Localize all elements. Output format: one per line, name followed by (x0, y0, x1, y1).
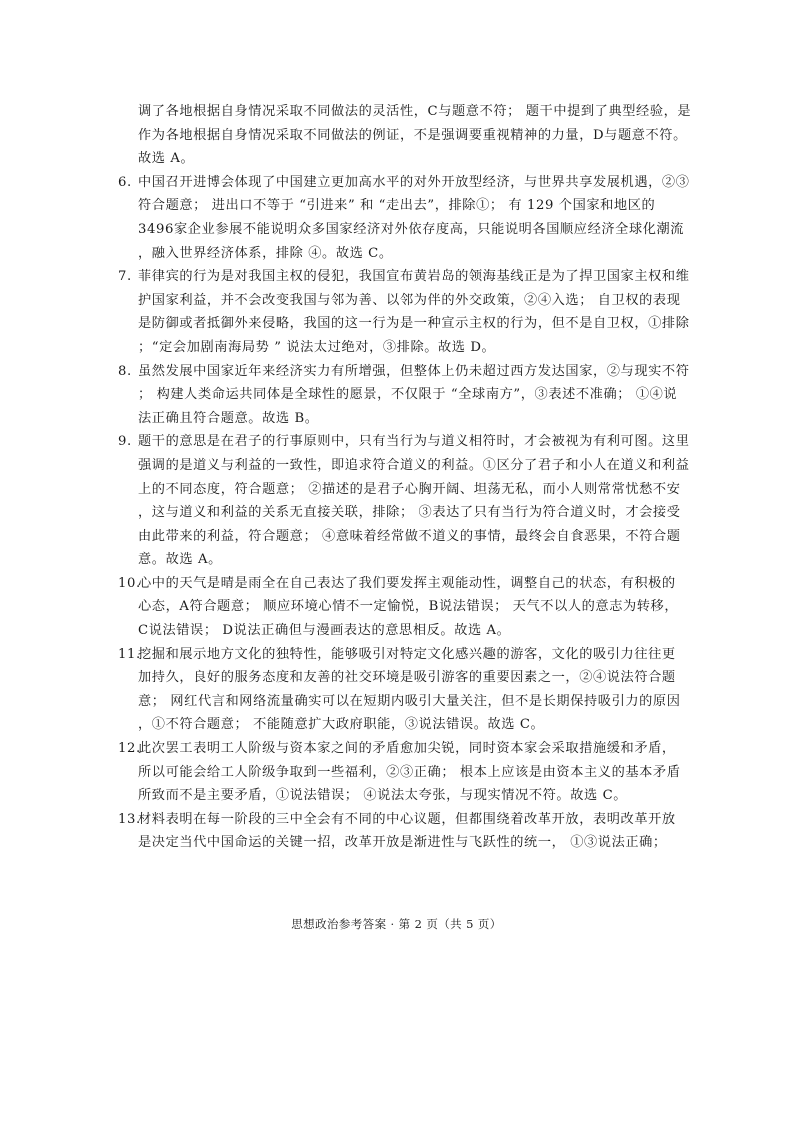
answer-line (118, 194, 678, 218)
answer-line (118, 737, 678, 761)
answer-line (118, 619, 678, 643)
answer-text: 意； 网红代言和网络流量确实可以在短期内吸引大量关注，但不是长期保持吸引力的原因 (138, 693, 681, 709)
answer-line (118, 100, 692, 124)
question-number: 11. (118, 646, 141, 662)
answer-line (118, 265, 690, 289)
answer-text: 护国家利益，并不会改变我国与邻为善、以邻为伴的外交政策，②④入选； 自卫权的表现 (138, 292, 681, 308)
answer-line (118, 218, 685, 242)
answer-text: 菲律宾的行为是对我国主权的侵犯，我国宣布黄岩岛的领海基线正是为了捍卫国家主权和维 (138, 269, 690, 285)
answer-text: 法正确且符合题意。故选 B。 (138, 410, 319, 426)
answer-text: 意。故选 A。 (138, 552, 222, 568)
answer-text: 由此带来的利益，符合题意； ④意味着经常做不道义的事情，最终会自食恶果，不符合题 (138, 528, 681, 544)
answer-line (118, 242, 678, 266)
answer-text: ，融入世界经济体系，排除 ④。故选 C。 (138, 245, 393, 261)
question-number: 8. (118, 363, 132, 379)
answer-line (118, 572, 678, 596)
answer-text: ； 构建人类命运共同体是全球性的愿景，不仅限于 “全球南方”，③表述不准确； ①④说 (138, 387, 678, 403)
answer-line (118, 643, 678, 667)
answer-line (118, 312, 690, 336)
answer-line (118, 147, 678, 171)
answer-text: 作为各地根据自身情况采取不同做法的例证，不是强调要重视精神的力量，D与题意不符。 (138, 127, 687, 143)
answer-text: 所致而不是主要矛盾，①说法错误； ④说法太夸张，与现实情况不符。故选 C。 (138, 788, 628, 804)
answer-text: 题干的意思是在君子的行事原则中，只有当行为与道义相符时，才会被视为有利可图。这里 (138, 434, 690, 450)
answer-text: 是防御或者抵御外来侵略，我国的这一行为是一种宣示主权的行为，但不是自卫权，①排除 (138, 316, 690, 332)
answer-line (118, 478, 681, 502)
answer-text: 心中的天气是晴是雨全在自己表达了我们要发挥主观能动性，调整自己的状态，有积极的 (138, 575, 676, 591)
answer-line (118, 383, 678, 407)
question-number: 7. (118, 269, 132, 285)
answer-text: 心态，A符合题意； 顺应环境心情不一定愉悦，B说法错误； 天气不以人的意志为转移， (138, 599, 679, 615)
question-number: 6. (118, 174, 132, 190)
answer-item-13 (118, 808, 678, 855)
answer-text: C说法错误； D说法正确但与漫画表达的意思相反。故选 A。 (138, 623, 511, 639)
answer-item-11 (118, 643, 681, 737)
answer-line (118, 360, 690, 384)
answer-text: 3496家企业参展不能说明众多国家经济对外依存度高，只能说明各国顺应经济全球化潮流 (138, 221, 685, 237)
question-number: 9. (118, 434, 132, 450)
page-footer: 思想政治参考答案 · 第 2 页（共 5 页） (291, 917, 502, 931)
answer-item-continued (118, 100, 692, 171)
answer-text: 符合题意； 进出口不等于 “引进来” 和 “走出去”，排除①； 有 129 个国家和地区的 (138, 198, 656, 214)
answer-line (118, 124, 687, 148)
answer-text: 此次罢工表明工人阶级与资本家之间的矛盾愈加尖锐，同时资本家会采取措施缓和矛盾， (138, 741, 676, 757)
answer-text: 所以可能会给工人阶级争取到一些福利，②③正确； 根本上应该是由资本主义的基本矛盾 (138, 764, 681, 780)
question-number: 10. (118, 575, 141, 591)
answer-text: ；“定会加剧南海局势 ” 说法太过绝对，③排除。故选 D。 (138, 339, 496, 355)
question-number: 12. (118, 741, 141, 757)
answer-line (118, 525, 681, 549)
answer-item-7 (118, 265, 690, 359)
answer-line (118, 407, 678, 431)
answer-line (118, 784, 678, 808)
answer-item-10 (118, 572, 678, 643)
answer-item-12 (118, 737, 681, 808)
answer-line (118, 501, 681, 525)
answer-line (118, 548, 678, 572)
answer-item-8 (118, 360, 690, 431)
question-number: 13. (118, 811, 141, 827)
answer-line (118, 713, 678, 737)
answer-line (118, 690, 681, 714)
answer-text: 是决定当代中国命运的关键一招，改革开放是渐进性与飞跃性的统一， ①③说法正确； (138, 835, 667, 851)
answer-text: ，①不符合题意； 不能随意扩大政府职能，③说法错误。故选 C。 (138, 717, 545, 733)
answer-text: 加持久，良好的服务态度和友善的社交环境是吸引游客的重要因素之一，②④说法符合题 (138, 670, 676, 686)
answer-line (118, 171, 690, 195)
answer-text: ，这与道义和利益的关系无直接关联，排除； ③表达了只有当行为符合道义时，才会接受 (138, 505, 681, 521)
answer-line (118, 430, 690, 454)
answer-line (118, 454, 690, 478)
answer-item-6 (118, 171, 690, 265)
answer-text: 中国召开进博会体现了中国建立更加高水平的对外开放型经济，与世界共享发展机遇，②③ (138, 174, 690, 190)
answer-text: 材料表明在每一阶段的三中全会有不同的中心议题，但都围绕着改革开放，表明改革开放 (138, 811, 676, 827)
answer-line (118, 666, 678, 690)
answer-line (118, 831, 678, 855)
answer-text: 上的不同态度，符合题意； ②描述的是君子心胸开阔、坦荡无私，而小人则常常忧愁不安 (138, 481, 681, 497)
answer-text: 故选 A。 (138, 151, 195, 167)
answer-line (118, 808, 678, 832)
answer-line (118, 336, 678, 360)
answer-text: 虽然发展中国家近年来经济实力有所增强，但整体上仍未超过西方发达国家，②与现实不符 (138, 363, 690, 379)
answer-text: 强调的是道义与利益的一致性，即追求符合道义的利益。①区分了君子和小人在道义和利益 (138, 457, 690, 473)
answer-line (118, 595, 678, 619)
answer-item-9 (118, 430, 690, 572)
answer-text: 调了各地根据自身情况采取不同做法的灵活性，C与题意不符； 题干中提到了典型经验，是 (138, 104, 692, 119)
answer-list (118, 100, 692, 855)
answer-line (118, 761, 681, 785)
answer-line (118, 289, 681, 313)
answer-text: 挖掘和展示地方文化的独特性，能够吸引对特定文化感兴趣的游客，文化的吸引力往往更 (138, 646, 676, 662)
